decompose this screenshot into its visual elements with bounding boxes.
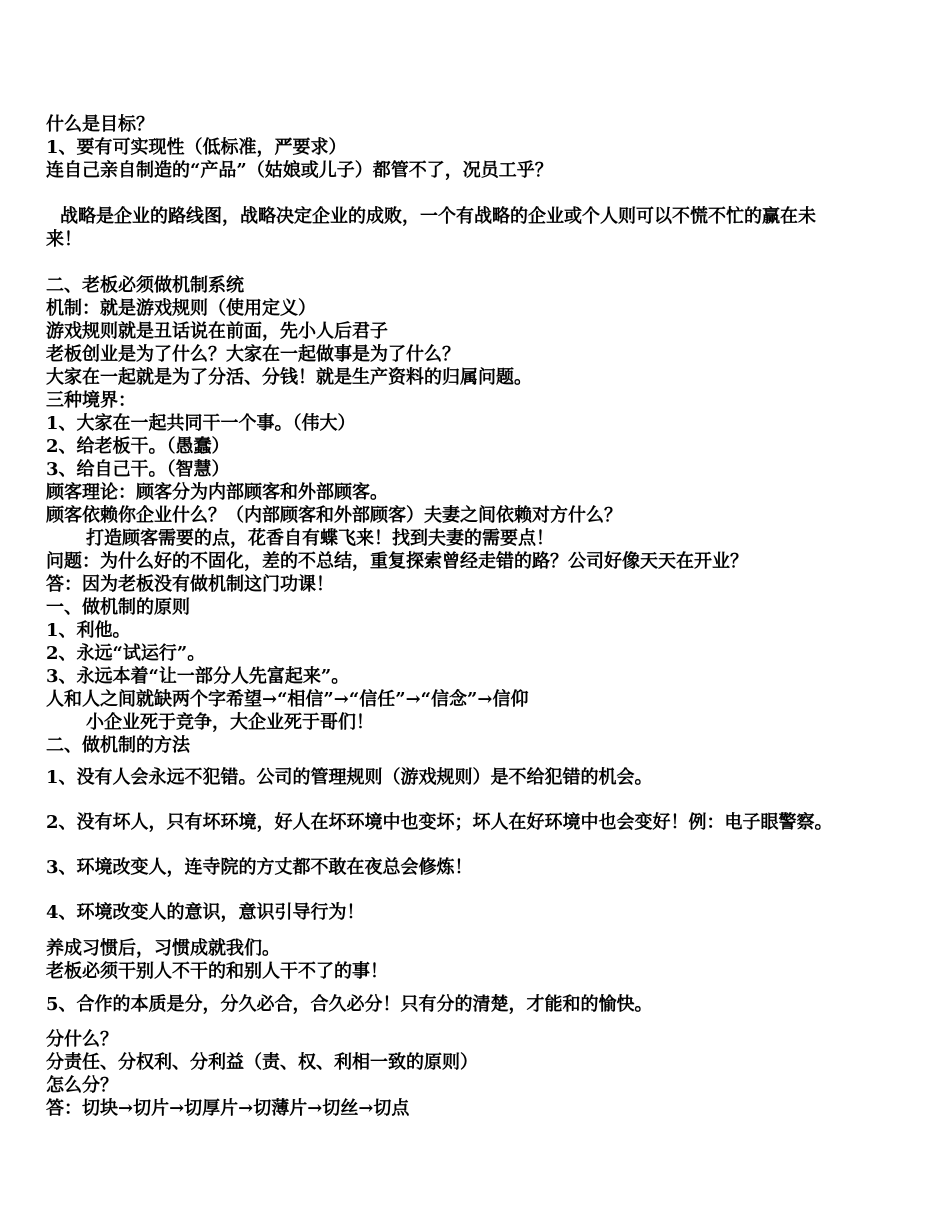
text-line: 打造顾客需要的点，花香自有蝶飞来！找到夫妻的需要点！ — [86, 528, 554, 549]
text-line: 大家在一起就是为了分活、分钱！就是生产资料的归属问题。 — [46, 367, 532, 388]
section-heading: 二、做机制的方法 — [46, 735, 190, 756]
text-line: 人和人之间就缺两个字希望→“相信”→“信任”→“信念”→信仰 — [46, 689, 529, 710]
text-line: 游戏规则就是丑话说在前面，先小人后君子 — [46, 321, 388, 342]
text-line: 2、给老板干。（愚蠢） — [46, 436, 230, 457]
text-line: 3、给自己干。（智慧） — [46, 459, 230, 480]
text-line: 答：切块→切片→切厚片→切薄片→切丝→切点 — [46, 1098, 410, 1119]
text-line: 小企业死于竞争，大企业死于哥们！ — [86, 712, 374, 733]
text-line: 2、没有坏人，只有坏环境，好人在坏环境中也变坏；坏人在好环境中也会变好！例：电子眼警察。 — [46, 812, 833, 833]
text-line: 什么是目标？ — [46, 114, 154, 135]
text-line: 1、大家在一起共同干一个事。（伟大） — [46, 413, 356, 434]
text-line: 分什么？ — [46, 1029, 118, 1050]
text-line: 连自己亲自制造的“产品”（姑娘或儿子）都管不了，况员工乎？ — [46, 160, 553, 181]
text-line: 4、环境改变人的意识，意识引导行为！ — [46, 902, 365, 923]
text-line: 问题：为什么好的不固化，差的不总结，重复探索曾经走错的路？公司好像天天在开业？ — [46, 551, 748, 572]
text-line: 养成习惯后，习惯成就我们。 — [46, 938, 280, 959]
text-line: 怎么分？ — [46, 1075, 118, 1096]
section-heading: 二、老板必须做机制系统 — [46, 275, 244, 296]
text-line: 顾客理论：顾客分为内部顾客和外部顾客。 — [46, 482, 388, 503]
text-line: 3、环境改变人，连寺院的方丈都不敢在夜总会修炼！ — [46, 857, 473, 878]
text-line: 2、永远“试运行”。 — [46, 643, 206, 664]
text-line: 答：因为老板没有做机制这门功课！ — [46, 574, 334, 595]
text-line: 老板必须干别人不干的和别人干不了的事！ — [46, 961, 388, 982]
text-line: 5、合作的本质是分，分久必合，合久必分！只有分的清楚，才能和的愉快。 — [46, 994, 653, 1015]
text-line: 机制：就是游戏规则（使用定义） — [46, 298, 316, 319]
text-line: 来！ — [46, 229, 82, 250]
text-line: 1、没有人会永远不犯错。公司的管理规则（游戏规则）是不给犯错的机会。 — [46, 767, 653, 788]
text-line: 1、要有可实现性（低标准，严要求） — [46, 137, 347, 158]
text-line: 战略是企业的路线图，战略决定企业的成败，一个有战略的企业或个人则可以不慌不忙的赢在未 — [60, 206, 816, 227]
text-line: 三种境界： — [46, 390, 136, 411]
text-line: 分责任、分权利、分利益（责、权、利相一致的原则） — [46, 1052, 478, 1073]
text-line: 3、永远本着“让一部分人先富起来”。 — [46, 666, 350, 687]
text-line: 顾客依赖你企业什么？（内部顾客和外部顾客）夫妻之间依赖对方什么？ — [46, 505, 622, 526]
text-line: 老板创业是为了什么？大家在一起做事是为了什么？ — [46, 344, 460, 365]
section-heading: 一、做机制的原则 — [46, 597, 190, 618]
text-line: 1、利他。 — [46, 620, 131, 641]
